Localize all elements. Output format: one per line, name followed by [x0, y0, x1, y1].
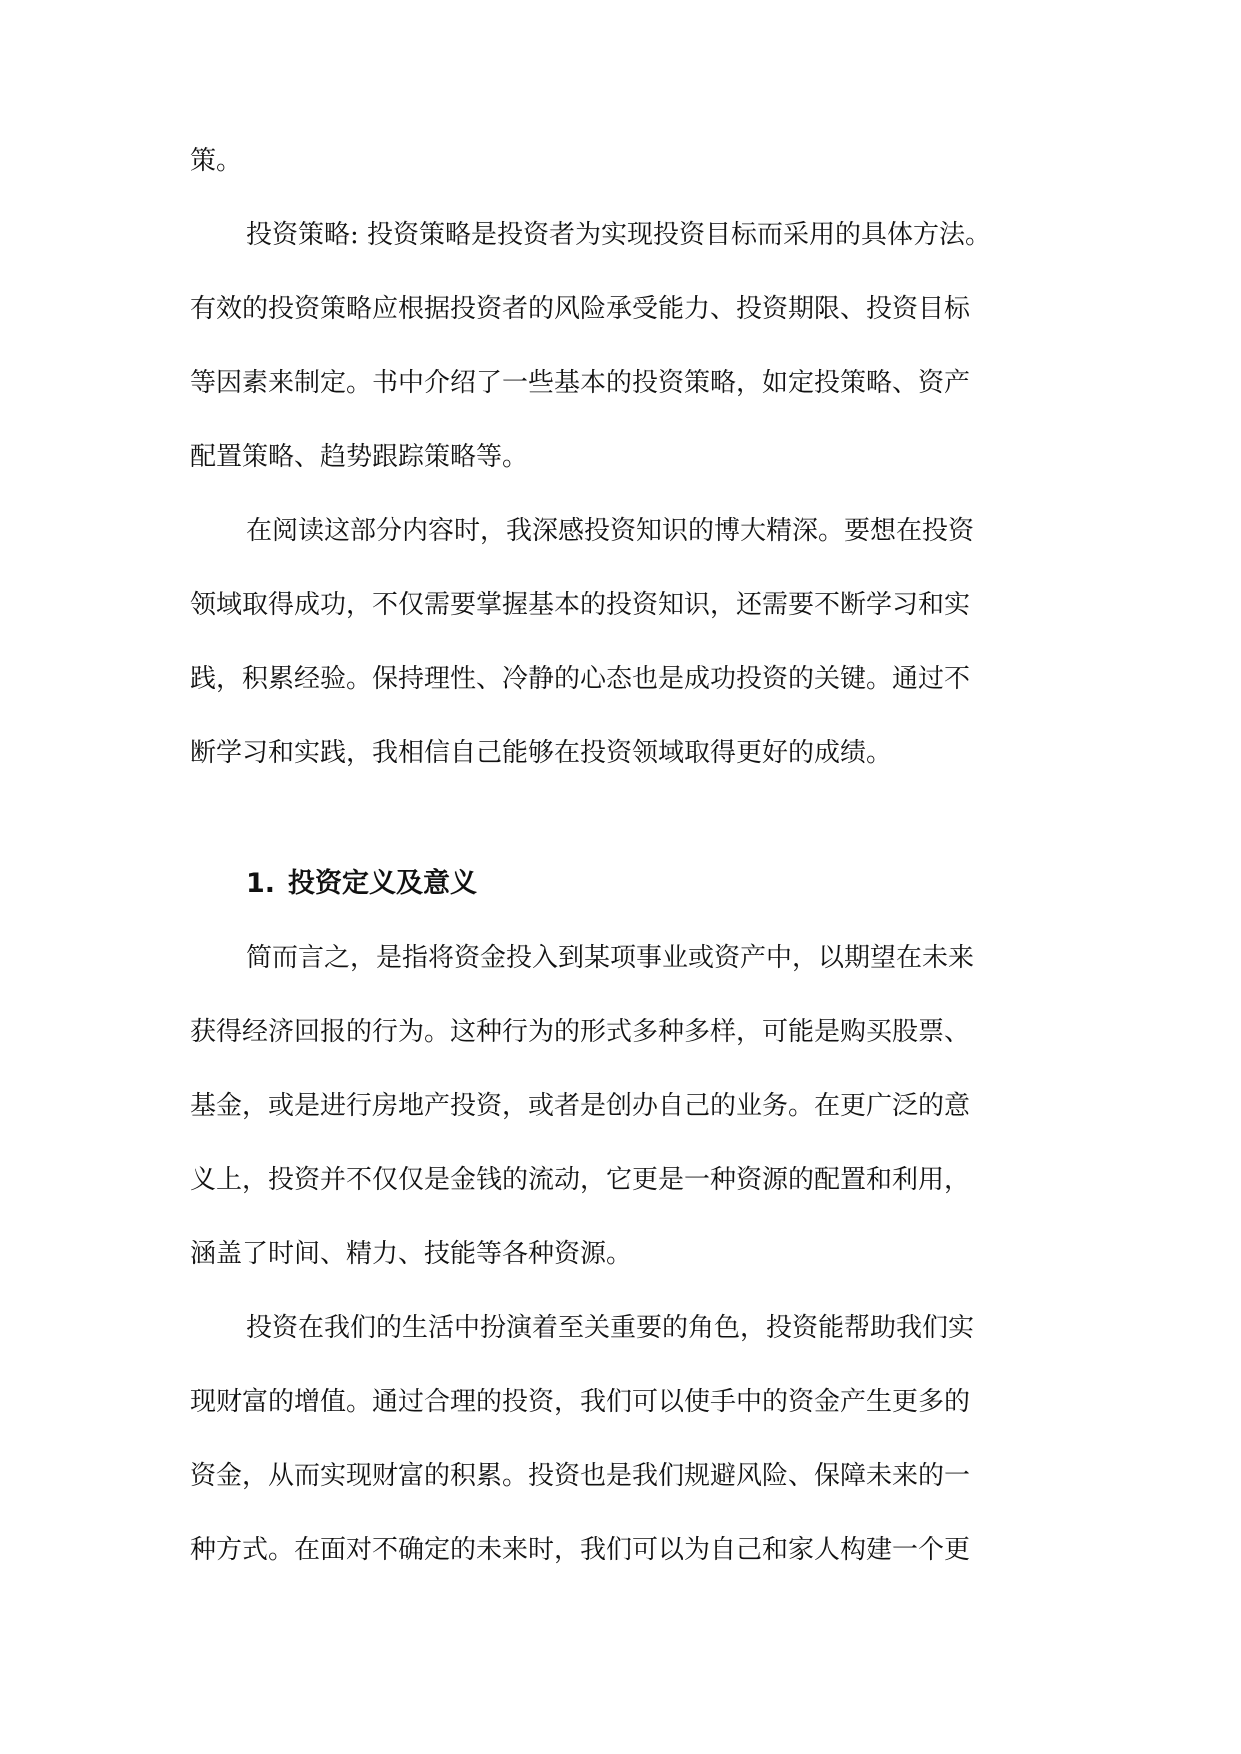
paragraph-investment-strategy: [190, 198, 1052, 494]
text-line: 领域取得成功，不仅需要掌握基本的投资知识，还需要不断学习和实: [190, 590, 971, 620]
text-line: 简而言之，是指将资金投入到某项事业或资产中，以期望在未来: [246, 943, 975, 973]
section-heading: [246, 847, 477, 921]
text-line: 投资策略: 投资策略是投资者为实现投资目标而采用的具体方法。: [246, 220, 992, 250]
text-line: 资金，从而实现财富的积累。投资也是我们规避风险、保障未来的一: [190, 1461, 971, 1491]
text-line: 获得经济回报的行为。这种行为的形式多种多样，可能是购买股票、: [190, 1017, 971, 1047]
paragraph-continuation: [190, 124, 1052, 198]
text-line: 义上，投资并不仅仅是金钱的流动，它更是一种资源的配置和利用，: [190, 1165, 971, 1195]
section-title: 投资定义及意义: [288, 868, 477, 899]
text-line: 在阅读这部分内容时，我深感投资知识的博大精深。要想在投资: [246, 516, 975, 546]
section-number: 1.: [246, 868, 276, 899]
text-line: 策。: [190, 146, 243, 176]
text-line: 涵盖了时间、精力、技能等各种资源。: [190, 1239, 633, 1269]
text-line: 有效的投资策略应根据投资者的风险承受能力、投资期限、投资目标: [190, 294, 971, 324]
text-line: 配置策略、趋势跟踪策略等。: [190, 442, 529, 472]
text-line: 基金，或是进行房地产投资，或者是创办自己的业务。在更广泛的意: [190, 1091, 971, 1121]
paragraph-significance: [190, 1291, 1052, 1587]
text-line: 断学习和实践，我相信自己能够在投资领域取得更好的成绩。: [190, 738, 893, 768]
paragraph-reading-reflection: [190, 494, 1052, 790]
paragraph-definition: [190, 921, 1052, 1291]
text-line: 种方式。在面对不确定的未来时，我们可以为自己和家人构建一个更: [190, 1535, 971, 1565]
text-line: 投资在我们的生活中扮演着至关重要的角色，投资能帮助我们实: [246, 1313, 975, 1343]
text-line: 践，积累经验。保持理性、冷静的心态也是成功投资的关键。通过不: [190, 664, 971, 694]
text-line: 等因素来制定。书中介绍了一些基本的投资策略，如定投策略、资产: [190, 368, 971, 398]
text-line: 现财富的增值。通过合理的投资，我们可以使手中的资金产生更多的: [190, 1387, 971, 1417]
